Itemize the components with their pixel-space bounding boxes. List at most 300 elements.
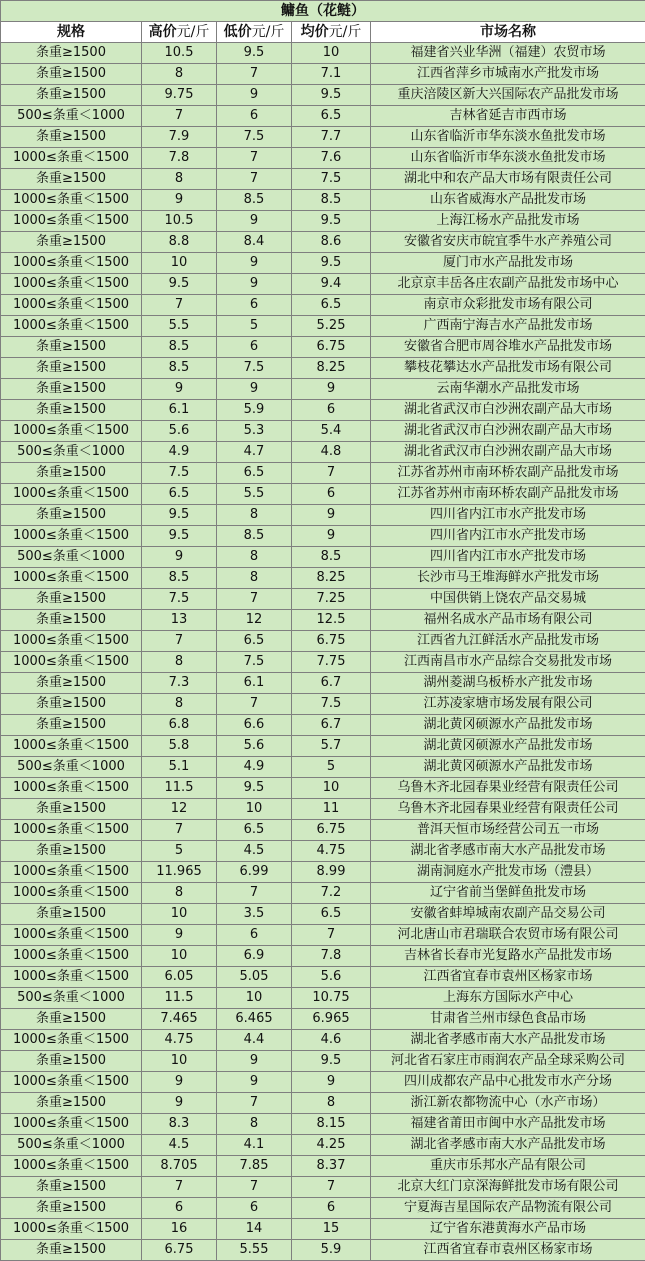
cell-high-price: 8.5: [142, 337, 217, 358]
cell-avg-price: 6.75: [292, 631, 371, 652]
cell-spec: 条重≥1500: [1, 505, 142, 526]
cell-market-name: 山东省临沂市华东淡水鱼批发市场: [371, 127, 645, 148]
cell-market-name: 四川成都农产品中心批发市水产分场: [371, 1072, 645, 1093]
cell-low-price: 5.6: [217, 736, 292, 757]
cell-low-price: 7: [217, 148, 292, 169]
table-row: [1, 1114, 645, 1135]
cell-low-price: 4.5: [217, 841, 292, 862]
cell-low-price: 5.9: [217, 400, 292, 421]
cell-low-price: 9: [217, 274, 292, 295]
cell-high-price: 16: [142, 1219, 217, 1240]
cell-high-price: 8.705: [142, 1156, 217, 1177]
cell-high-price: 11.5: [142, 778, 217, 799]
cell-high-price: 9.5: [142, 505, 217, 526]
cell-low-price: 7: [217, 169, 292, 190]
table-body: [1, 43, 645, 1261]
table-row: [1, 1030, 645, 1051]
cell-high-price: 7.5: [142, 589, 217, 610]
cell-low-price: 8: [217, 505, 292, 526]
cell-market-name: 北京京丰岳各庄农副产品批发市场中心: [371, 274, 645, 295]
cell-high-price: 10: [142, 946, 217, 967]
cell-high-price: 8.8: [142, 232, 217, 253]
cell-high-price: 9: [142, 379, 217, 400]
cell-avg-price: 7.5: [292, 694, 371, 715]
cell-market-name: 山东省威海水产品批发市场: [371, 190, 645, 211]
table-row: [1, 232, 645, 253]
cell-avg-price: 4.75: [292, 841, 371, 862]
table-row: [1, 736, 645, 757]
header-avg-unit: 元/斤: [328, 24, 362, 40]
cell-spec: 1000≤条重＜1500: [1, 631, 142, 652]
cell-low-price: 7: [217, 883, 292, 904]
cell-spec: 条重≥1500: [1, 64, 142, 85]
table-row: [1, 274, 645, 295]
cell-high-price: 6: [142, 1198, 217, 1219]
cell-low-price: 10: [217, 988, 292, 1009]
cell-spec: 1000≤条重＜1500: [1, 316, 142, 337]
table-row: [1, 1093, 645, 1114]
cell-market-name: 攀枝花攀达水产品批发市场有限公司: [371, 358, 645, 379]
table-row: [1, 211, 645, 232]
table-row: [1, 316, 645, 337]
cell-avg-price: 9: [292, 1072, 371, 1093]
cell-low-price: 8.5: [217, 190, 292, 211]
cell-avg-price: 5.6: [292, 967, 371, 988]
table-row: [1, 85, 645, 106]
cell-low-price: 6: [217, 106, 292, 127]
cell-low-price: 9: [217, 1072, 292, 1093]
cell-high-price: 8: [142, 169, 217, 190]
cell-market-name: 上海东方国际水产中心: [371, 988, 645, 1009]
cell-spec: 1000≤条重＜1500: [1, 1156, 142, 1177]
cell-spec: 1000≤条重＜1500: [1, 211, 142, 232]
table-row: [1, 883, 645, 904]
cell-high-price: 9: [142, 1093, 217, 1114]
header-high-label: 高价: [148, 24, 177, 40]
cell-spec: 条重≥1500: [1, 1009, 142, 1030]
cell-spec: 1000≤条重＜1500: [1, 883, 142, 904]
cell-spec: 1000≤条重＜1500: [1, 652, 142, 673]
table-row: [1, 1177, 645, 1198]
cell-high-price: 7: [142, 631, 217, 652]
cell-spec: 500≤条重＜1000: [1, 442, 142, 463]
cell-market-name: 湖北中和农产品大市场有限责任公司: [371, 169, 645, 190]
cell-high-price: 9.5: [142, 274, 217, 295]
table-row: [1, 1009, 645, 1030]
cell-spec: 1000≤条重＜1500: [1, 274, 142, 295]
cell-avg-price: 9: [292, 379, 371, 400]
cell-market-name: 湖北黄冈硕源水产品批发市场: [371, 715, 645, 736]
table-row: [1, 1135, 645, 1156]
cell-low-price: 6.5: [217, 463, 292, 484]
cell-spec: 1000≤条重＜1500: [1, 967, 142, 988]
cell-high-price: 5: [142, 841, 217, 862]
cell-high-price: 6.8: [142, 715, 217, 736]
table-row: [1, 1051, 645, 1072]
cell-avg-price: 8.5: [292, 190, 371, 211]
cell-market-name: 江西省宜春市袁州区杨家市场: [371, 1240, 645, 1261]
cell-low-price: 9: [217, 379, 292, 400]
table-row: [1, 505, 645, 526]
cell-market-name: 上海江杨水产品批发市场: [371, 211, 645, 232]
cell-high-price: 6.1: [142, 400, 217, 421]
cell-high-price: 9: [142, 925, 217, 946]
cell-spec: 1000≤条重＜1500: [1, 925, 142, 946]
table-row: [1, 631, 645, 652]
cell-spec: 1000≤条重＜1500: [1, 148, 142, 169]
header-high: [142, 22, 217, 43]
cell-spec: 条重≥1500: [1, 694, 142, 715]
cell-avg-price: 6.7: [292, 715, 371, 736]
table-row: [1, 988, 645, 1009]
cell-avg-price: 7.5: [292, 169, 371, 190]
table-row: [1, 589, 645, 610]
cell-market-name: 吉林省长春市光复路水产品批发市场: [371, 946, 645, 967]
cell-avg-price: 6.5: [292, 904, 371, 925]
cell-spec: 条重≥1500: [1, 1093, 142, 1114]
table-row: [1, 253, 645, 274]
cell-low-price: 9: [217, 211, 292, 232]
cell-market-name: 普洱天恒市场经营公司五一市场: [371, 820, 645, 841]
cell-market-name: 四川省内江市水产批发市场: [371, 526, 645, 547]
cell-low-price: 9.5: [217, 778, 292, 799]
cell-low-price: 7: [217, 1177, 292, 1198]
cell-spec: 1000≤条重＜1500: [1, 862, 142, 883]
table-row: [1, 526, 645, 547]
cell-spec: 条重≥1500: [1, 799, 142, 820]
cell-high-price: 7: [142, 106, 217, 127]
table-row: [1, 43, 645, 64]
cell-spec: 1000≤条重＜1500: [1, 190, 142, 211]
cell-spec: 条重≥1500: [1, 589, 142, 610]
table-row: [1, 841, 645, 862]
cell-high-price: 10: [142, 1051, 217, 1072]
cell-avg-price: 12.5: [292, 610, 371, 631]
cell-spec: 条重≥1500: [1, 1198, 142, 1219]
cell-spec: 条重≥1500: [1, 127, 142, 148]
cell-avg-price: 6.965: [292, 1009, 371, 1030]
cell-low-price: 8: [217, 568, 292, 589]
header-low: [217, 22, 292, 43]
cell-market-name: 安徽省合肥市周谷堆水产品批发市场: [371, 337, 645, 358]
header-low-unit: 元/斤: [251, 24, 285, 40]
cell-market-name: 山东省临沂市华东淡水鱼批发市场: [371, 148, 645, 169]
cell-low-price: 5.55: [217, 1240, 292, 1261]
cell-avg-price: 7.8: [292, 946, 371, 967]
table-row: [1, 1072, 645, 1093]
cell-low-price: 5.5: [217, 484, 292, 505]
cell-avg-price: 7.2: [292, 883, 371, 904]
table-row: [1, 1240, 645, 1261]
cell-low-price: 9.5: [217, 43, 292, 64]
cell-high-price: 10: [142, 904, 217, 925]
cell-high-price: 11.965: [142, 862, 217, 883]
table-row: [1, 673, 645, 694]
cell-low-price: 4.4: [217, 1030, 292, 1051]
cell-high-price: 10.5: [142, 211, 217, 232]
cell-spec: 条重≥1500: [1, 43, 142, 64]
cell-market-name: 湖北省孝感市南大水产品批发市场: [371, 1135, 645, 1156]
table-row: [1, 652, 645, 673]
cell-high-price: 4.9: [142, 442, 217, 463]
cell-market-name: 湖北省武汉市白沙洲农副产品大市场: [371, 400, 645, 421]
table-row: [1, 1156, 645, 1177]
cell-avg-price: 10: [292, 43, 371, 64]
table-row: [1, 379, 645, 400]
table-row: [1, 547, 645, 568]
table-row: [1, 778, 645, 799]
cell-avg-price: 7.75: [292, 652, 371, 673]
cell-avg-price: 5.25: [292, 316, 371, 337]
cell-spec: 1000≤条重＜1500: [1, 421, 142, 442]
cell-spec: 条重≥1500: [1, 841, 142, 862]
cell-low-price: 6.99: [217, 862, 292, 883]
cell-low-price: 7.5: [217, 652, 292, 673]
cell-low-price: 12: [217, 610, 292, 631]
cell-high-price: 5.5: [142, 316, 217, 337]
cell-low-price: 6: [217, 1198, 292, 1219]
cell-avg-price: 9.5: [292, 1051, 371, 1072]
header-avg: [292, 22, 371, 43]
cell-avg-price: 6.75: [292, 337, 371, 358]
table-row: [1, 967, 645, 988]
cell-high-price: 8: [142, 64, 217, 85]
cell-high-price: 7.9: [142, 127, 217, 148]
cell-market-name: 乌鲁木齐北园春果业经营有限责任公司: [371, 778, 645, 799]
cell-avg-price: 7: [292, 1177, 371, 1198]
table-row: [1, 358, 645, 379]
header-spec: 规格: [1, 22, 142, 43]
cell-high-price: 7.5: [142, 463, 217, 484]
cell-avg-price: 6.75: [292, 820, 371, 841]
cell-spec: 1000≤条重＜1500: [1, 1219, 142, 1240]
cell-high-price: 8.5: [142, 358, 217, 379]
cell-low-price: 6.465: [217, 1009, 292, 1030]
cell-low-price: 7.85: [217, 1156, 292, 1177]
cell-avg-price: 9: [292, 505, 371, 526]
cell-spec: 条重≥1500: [1, 232, 142, 253]
cell-spec: 1000≤条重＜1500: [1, 820, 142, 841]
table-row: [1, 463, 645, 484]
cell-avg-price: 5: [292, 757, 371, 778]
cell-market-name: 四川省内江市水产批发市场: [371, 547, 645, 568]
table-row: [1, 820, 645, 841]
cell-market-name: 辽宁省前当堡鲜鱼批发市场: [371, 883, 645, 904]
cell-low-price: 7.5: [217, 127, 292, 148]
cell-market-name: 福建省莆田市闽中水产品批发市场: [371, 1114, 645, 1135]
cell-market-name: 湖北省孝感市南大水产品批发市场: [371, 1030, 645, 1051]
cell-low-price: 6.9: [217, 946, 292, 967]
cell-avg-price: 7: [292, 463, 371, 484]
cell-low-price: 10: [217, 799, 292, 820]
header-market: 市场名称: [371, 22, 645, 43]
table-row: [1, 190, 645, 211]
cell-spec: 条重≥1500: [1, 379, 142, 400]
cell-avg-price: 8.37: [292, 1156, 371, 1177]
cell-avg-price: 8.25: [292, 568, 371, 589]
table-row: [1, 127, 645, 148]
cell-avg-price: 4.8: [292, 442, 371, 463]
table-row: [1, 169, 645, 190]
cell-avg-price: 9.4: [292, 274, 371, 295]
cell-spec: 1000≤条重＜1500: [1, 526, 142, 547]
cell-market-name: 重庆涪陵区新大兴国际农产品批发市场: [371, 85, 645, 106]
cell-high-price: 8: [142, 883, 217, 904]
cell-high-price: 4.5: [142, 1135, 217, 1156]
cell-market-name: 甘肃省兰州市绿色食品市场: [371, 1009, 645, 1030]
cell-high-price: 9.75: [142, 85, 217, 106]
table-row: [1, 1219, 645, 1240]
cell-high-price: 9: [142, 547, 217, 568]
cell-spec: 1000≤条重＜1500: [1, 484, 142, 505]
cell-low-price: 9: [217, 85, 292, 106]
cell-avg-price: 4.25: [292, 1135, 371, 1156]
cell-spec: 1000≤条重＜1500: [1, 736, 142, 757]
table-row: [1, 610, 645, 631]
cell-market-name: 湖北黄冈硕源水产品批发市场: [371, 736, 645, 757]
cell-market-name: 湖北省孝感市南大水产品批发市场: [371, 841, 645, 862]
cell-low-price: 3.5: [217, 904, 292, 925]
cell-low-price: 7: [217, 589, 292, 610]
cell-low-price: 7: [217, 694, 292, 715]
table-row: [1, 64, 645, 85]
table-row: [1, 715, 645, 736]
cell-avg-price: 15: [292, 1219, 371, 1240]
cell-market-name: 云南华潮水产品批发市场: [371, 379, 645, 400]
cell-avg-price: 7.7: [292, 127, 371, 148]
cell-spec: 500≤条重＜1000: [1, 547, 142, 568]
cell-avg-price: 6.7: [292, 673, 371, 694]
cell-high-price: 10.5: [142, 43, 217, 64]
cell-market-name: 四川省内江市水产批发市场: [371, 505, 645, 526]
cell-low-price: 5: [217, 316, 292, 337]
cell-high-price: 5.1: [142, 757, 217, 778]
cell-market-name: 安徽省安庆市皖宜季牛水产养殖公司: [371, 232, 645, 253]
cell-high-price: 7: [142, 820, 217, 841]
table-row: [1, 694, 645, 715]
cell-spec: 1000≤条重＜1500: [1, 946, 142, 967]
cell-avg-price: 8.15: [292, 1114, 371, 1135]
cell-avg-price: 5.7: [292, 736, 371, 757]
cell-spec: 条重≥1500: [1, 904, 142, 925]
cell-high-price: 10: [142, 253, 217, 274]
header-avg-label: 均价: [300, 24, 329, 40]
table-row: [1, 148, 645, 169]
cell-market-name: 北京大红门京深海鲜批发市场有限公司: [371, 1177, 645, 1198]
cell-market-name: 浙江新农都物流中心（水产市场）: [371, 1093, 645, 1114]
cell-low-price: 6.6: [217, 715, 292, 736]
cell-high-price: 8: [142, 694, 217, 715]
cell-market-name: 福州名成水产品市场有限公司: [371, 610, 645, 631]
cell-low-price: 6.5: [217, 820, 292, 841]
cell-avg-price: 9.5: [292, 85, 371, 106]
cell-market-name: 湖州菱湖乌板桥水产批发市场: [371, 673, 645, 694]
cell-low-price: 6: [217, 337, 292, 358]
cell-low-price: 7.5: [217, 358, 292, 379]
cell-avg-price: 8.6: [292, 232, 371, 253]
cell-market-name: 宁夏海吉星国际农产品物流有限公司: [371, 1198, 645, 1219]
cell-avg-price: 8.99: [292, 862, 371, 883]
cell-avg-price: 6: [292, 1198, 371, 1219]
cell-low-price: 8.5: [217, 526, 292, 547]
cell-market-name: 乌鲁木齐北园春果业经营有限责任公司: [371, 799, 645, 820]
table-row: [1, 442, 645, 463]
cell-spec: 1000≤条重＜1500: [1, 1114, 142, 1135]
cell-market-name: 江苏省苏州市南环桥农副产品批发市场: [371, 463, 645, 484]
cell-spec: 条重≥1500: [1, 715, 142, 736]
cell-spec: 条重≥1500: [1, 463, 142, 484]
cell-high-price: 8.3: [142, 1114, 217, 1135]
table-row: [1, 484, 645, 505]
table-row: [1, 295, 645, 316]
cell-market-name: 吉林省延吉市西市场: [371, 106, 645, 127]
cell-avg-price: 11: [292, 799, 371, 820]
cell-spec: 1000≤条重＜1500: [1, 253, 142, 274]
cell-avg-price: 7.1: [292, 64, 371, 85]
table-row: [1, 799, 645, 820]
table-row: [1, 337, 645, 358]
cell-avg-price: 6: [292, 400, 371, 421]
cell-spec: 500≤条重＜1000: [1, 757, 142, 778]
cell-market-name: 江苏凌家塘市场发展有限公司: [371, 694, 645, 715]
table-title: 鳙鱼（花鲢）: [0, 0, 645, 21]
cell-market-name: 南京市众彩批发市场有限公司: [371, 295, 645, 316]
cell-low-price: 9: [217, 253, 292, 274]
cell-market-name: 江西省宜春市袁州区杨家市场: [371, 967, 645, 988]
cell-high-price: 7: [142, 295, 217, 316]
cell-high-price: 9: [142, 1072, 217, 1093]
cell-spec: 条重≥1500: [1, 358, 142, 379]
cell-low-price: 4.9: [217, 757, 292, 778]
cell-avg-price: 7: [292, 925, 371, 946]
cell-low-price: 6.5: [217, 631, 292, 652]
cell-high-price: 7.465: [142, 1009, 217, 1030]
cell-low-price: 9: [217, 1051, 292, 1072]
cell-market-name: 广西南宁海吉水产品批发市场: [371, 316, 645, 337]
cell-low-price: 7: [217, 1093, 292, 1114]
cell-market-name: 江苏省苏州市南环桥农副产品批发市场: [371, 484, 645, 505]
table-row: [1, 862, 645, 883]
cell-spec: 条重≥1500: [1, 673, 142, 694]
cell-low-price: 8: [217, 1114, 292, 1135]
cell-spec: 1000≤条重＜1500: [1, 295, 142, 316]
cell-avg-price: 10: [292, 778, 371, 799]
cell-avg-price: 4.6: [292, 1030, 371, 1051]
cell-high-price: 7.8: [142, 148, 217, 169]
table-row: [1, 904, 645, 925]
cell-spec: 条重≥1500: [1, 1051, 142, 1072]
cell-market-name: 安徽省蚌埠城南农副产品交易公司: [371, 904, 645, 925]
cell-market-name: 湖南洞庭水产批发市场（澧县）: [371, 862, 645, 883]
cell-spec: 1000≤条重＜1500: [1, 568, 142, 589]
cell-market-name: 河北唐山市君瑞联合农贸市场有限公司: [371, 925, 645, 946]
cell-low-price: 4.1: [217, 1135, 292, 1156]
cell-high-price: 12: [142, 799, 217, 820]
table-row: [1, 568, 645, 589]
cell-avg-price: 5.4: [292, 421, 371, 442]
cell-market-name: 湖北省武汉市白沙洲农副产品大市场: [371, 421, 645, 442]
cell-avg-price: 8: [292, 1093, 371, 1114]
table-row: [1, 925, 645, 946]
cell-high-price: 8.5: [142, 568, 217, 589]
cell-high-price: 8: [142, 652, 217, 673]
cell-low-price: 14: [217, 1219, 292, 1240]
cell-market-name: 厦门市水产品批发市场: [371, 253, 645, 274]
cell-low-price: 5.3: [217, 421, 292, 442]
cell-market-name: 河北省石家庄市雨润农产品全球采购公司: [371, 1051, 645, 1072]
table-row: [1, 1198, 645, 1219]
cell-market-name: 重庆市乐邦水产品有限公司: [371, 1156, 645, 1177]
